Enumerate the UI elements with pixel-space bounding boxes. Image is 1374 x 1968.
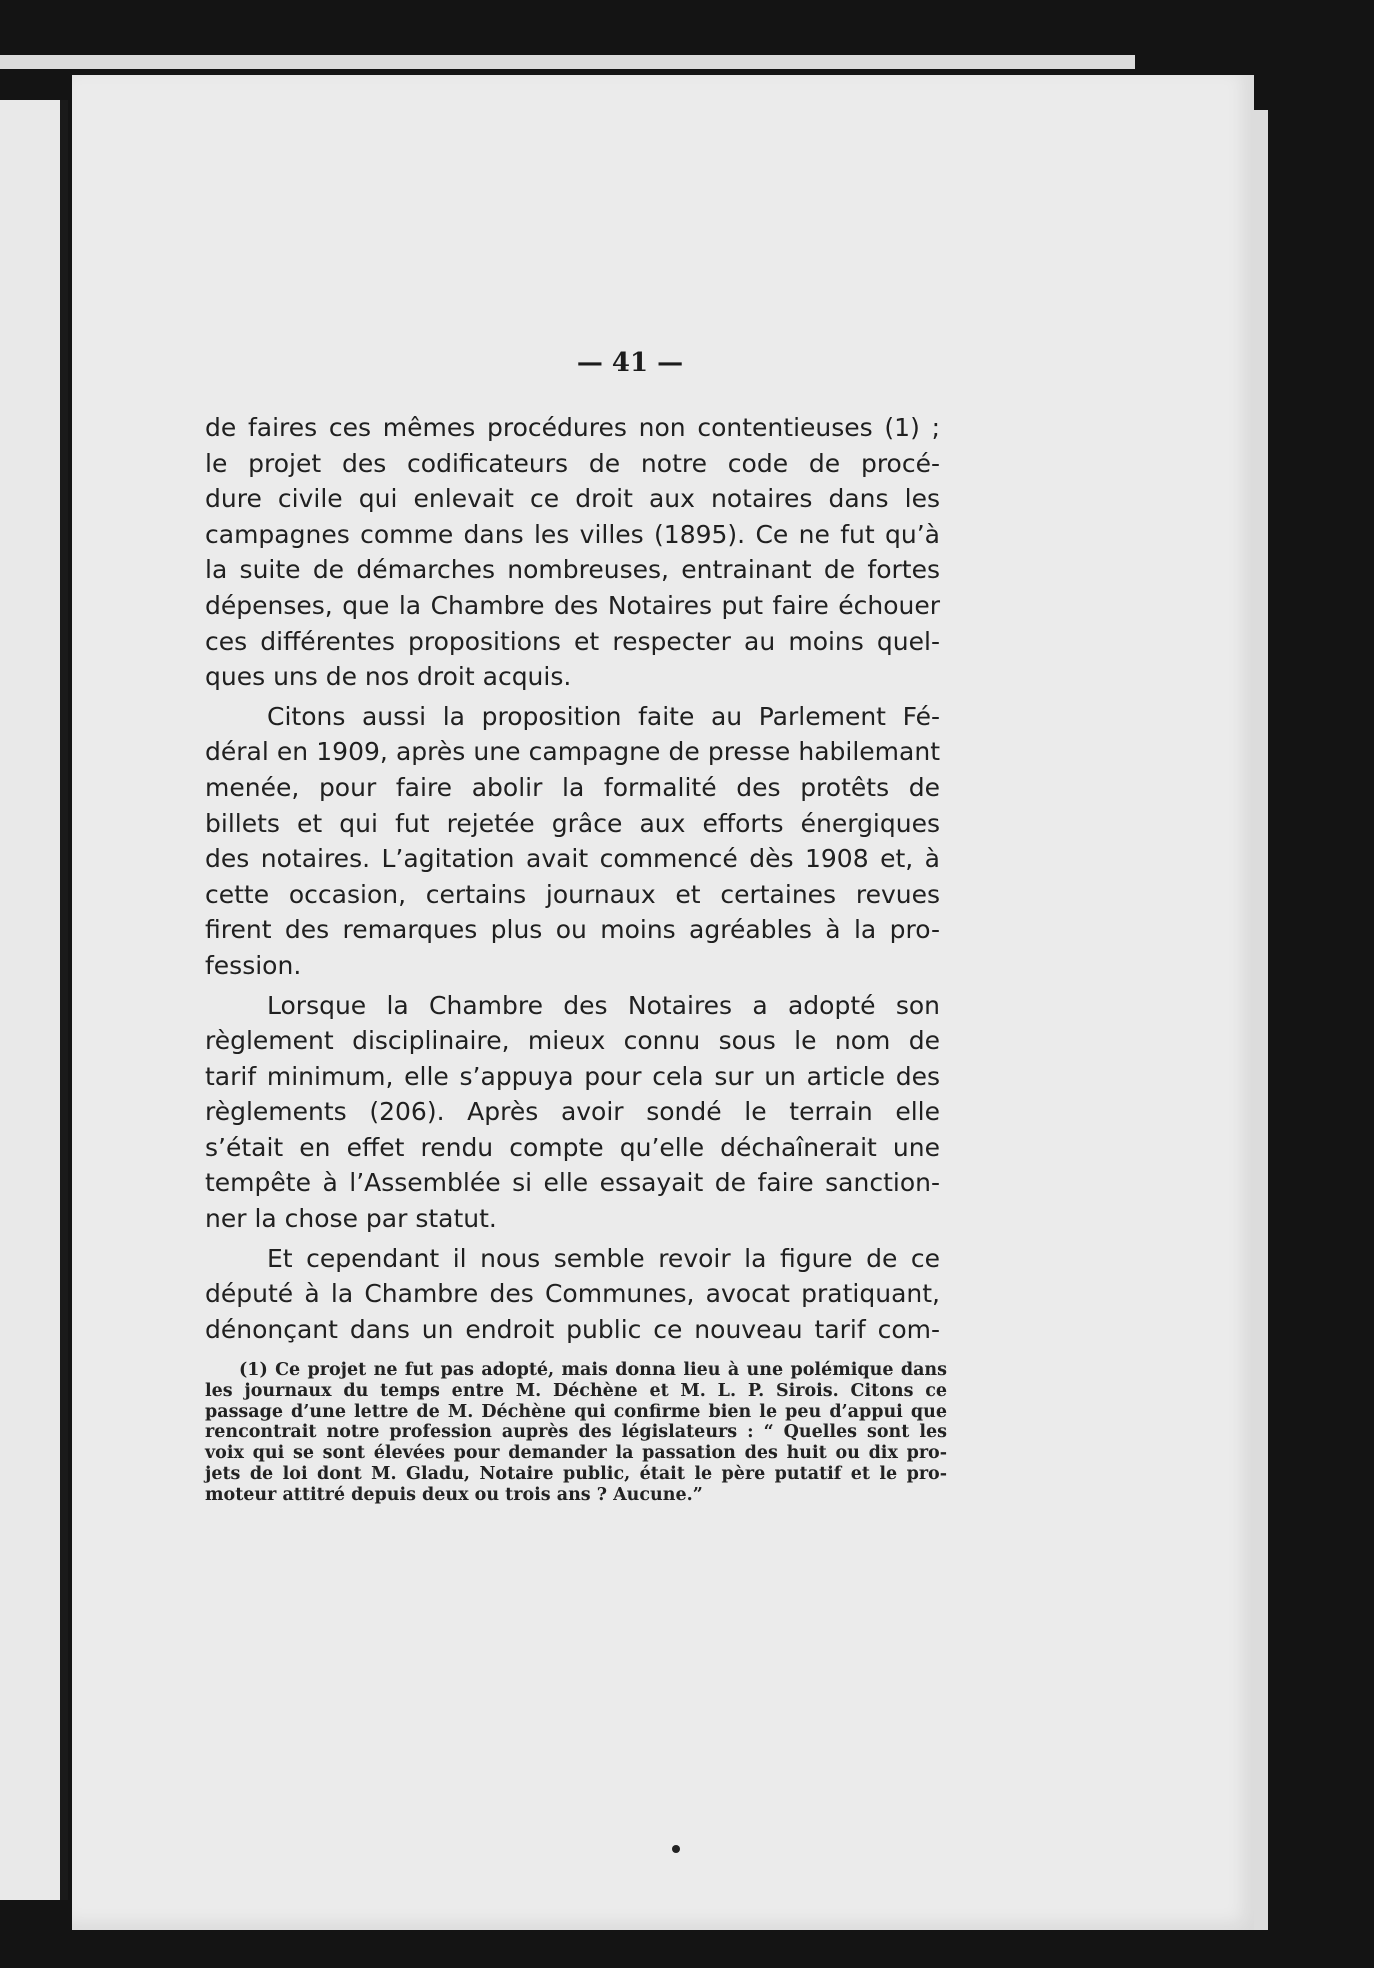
footnote-line: voix qui se sont élevées pour demander la passation des huit ou dix pro- <box>205 1443 947 1464</box>
text-line: s’était en effet rendu compte qu’elle déchaînerait une <box>205 1132 940 1162</box>
text-line: Et cependant il nous semble revoir la figure de ce <box>267 1243 940 1273</box>
text-line: député à la Chambre des Communes, avocat pratiquant, <box>205 1279 940 1309</box>
paragraph <box>205 988 940 1237</box>
text-line: de faires ces mêmes procédures non contentieuses (1) ; <box>205 413 940 442</box>
text-line: dépenses, que la Chambre des Notaires put faire échouer <box>205 590 940 620</box>
text-line: campagnes comme dans les villes (1895). Ce ne fut qu’à <box>205 519 940 549</box>
footnote-line: les journaux du temps entre M. Déchène et M. L. P. Sirois. Citons ce <box>205 1380 947 1401</box>
text-line: dure civile qui enlevait ce droit aux notaires dans les <box>205 484 940 514</box>
text-line: règlement disciplinaire, mieux connu sous le nom de <box>205 1026 940 1056</box>
top-paper-strip <box>0 55 1135 69</box>
text-line: billets et qui fut rejetée grâce aux efforts énergiques <box>205 808 940 838</box>
text-line: tempête à l’Assemblée si elle essayait de faire sanction- <box>205 1168 940 1198</box>
footnote <box>205 1360 947 1506</box>
ink-speck <box>672 1845 680 1853</box>
footnote-line: rencontrait notre profession auprès des législateurs : “ Quelles sont les <box>205 1422 947 1443</box>
footnote-line: moteur attitré depuis deux ou trois ans ? Aucune.” <box>205 1484 703 1505</box>
body-text <box>205 410 940 1347</box>
text-line: règlements (206). Après avoir sondé le terrain elle <box>205 1097 940 1127</box>
text-line: ques uns de nos droit acquis. <box>205 662 572 692</box>
paragraph <box>205 410 940 695</box>
text-line: le projet des codificateurs de notre code de procé- <box>205 448 940 478</box>
text-line: déral en 1909, après une campagne de presse habilemant <box>205 737 940 767</box>
text-line: menée, pour faire abolir la formalité des protêts de <box>205 772 940 802</box>
text-line: dénonçant dans un endroit public ce nouveau tarif com- <box>205 1314 940 1344</box>
paragraph <box>205 699 940 984</box>
text-line: la suite de démarches nombreuses, entrainant de fortes <box>205 555 940 585</box>
text-line: Citons aussi la proposition faite au Parlement Fé- <box>267 701 940 731</box>
text-line: firent des remarques plus ou moins agréables à la pro- <box>205 915 940 945</box>
text-line: cette occasion, certains journaux et certaines revues <box>205 879 940 909</box>
page-number: — 41 — <box>576 348 684 378</box>
text-line: Lorsque la Chambre des Notaires a adopté son <box>267 990 940 1020</box>
text-line: des notaires. L’agitation avait commencé dès 1908 et, à <box>205 844 940 874</box>
text-line: tarif minimum, elle s’appuya pour cela sur un article des <box>205 1061 940 1091</box>
footnote-line: passage d’une lettre de M. Déchène qui confirme bien le peu d’appui que <box>205 1401 947 1422</box>
text-line: ner la chose par statut. <box>205 1204 497 1234</box>
text-line: ces différentes propositions et respecter au moins quel- <box>205 626 940 656</box>
text-line: fession. <box>205 950 302 980</box>
footnote-line: (1) Ce projet ne fut pas adopté, mais donna lieu à une polémique dans <box>239 1360 947 1380</box>
paragraph <box>205 1241 940 1348</box>
right-page-edge <box>1254 110 1268 1930</box>
footnote-line: jets de loi dont M. Gladu, Notaire public, était le père putatif et le pro- <box>205 1463 947 1484</box>
